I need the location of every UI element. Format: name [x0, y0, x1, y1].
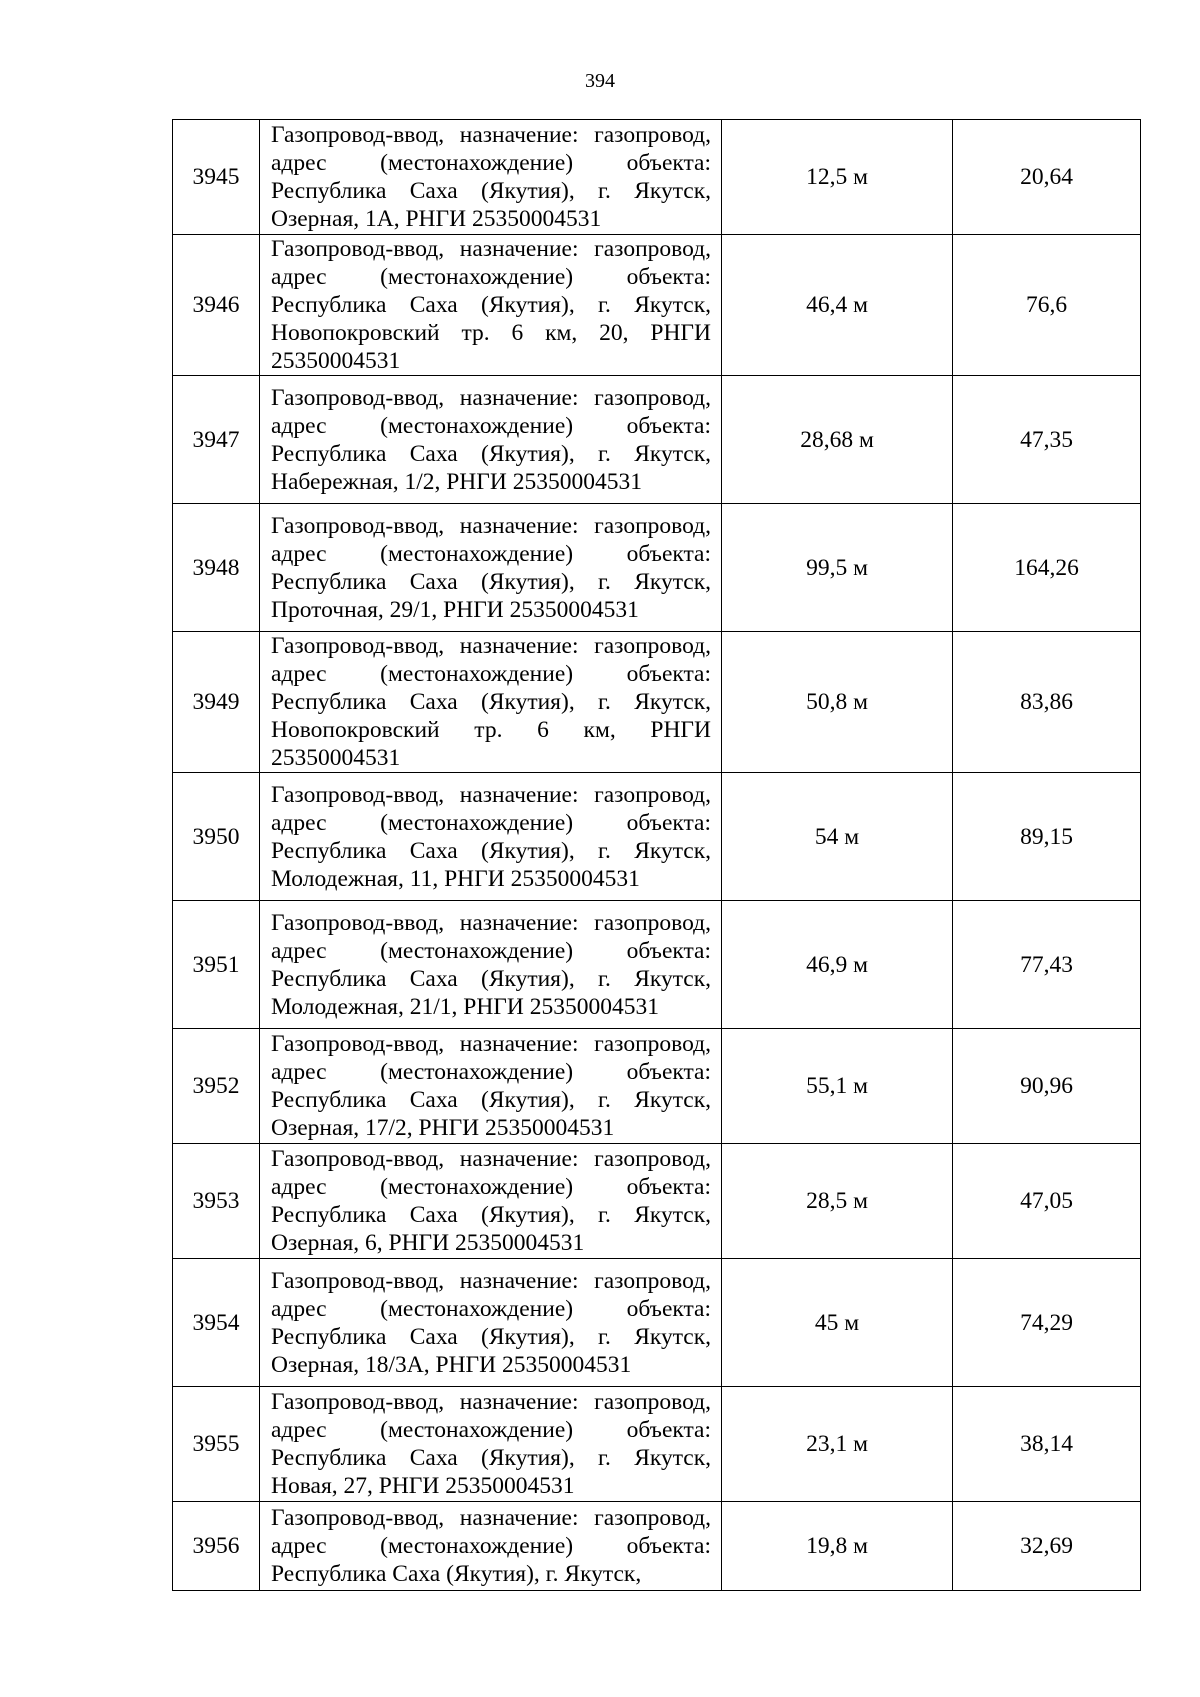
value-cell: 89,15	[953, 773, 1141, 901]
record-number-cell: 3951	[173, 901, 260, 1029]
length-cell: 55,1 м	[722, 1029, 953, 1144]
table-row	[173, 504, 1141, 632]
description-cell	[260, 632, 722, 773]
table-row	[173, 773, 1141, 901]
description-cell	[260, 235, 722, 376]
record-number-cell: 3947	[173, 376, 260, 504]
value-cell: 83,86	[953, 632, 1141, 773]
description-text: Газопровод-ввод, назначение: газопровод, адрес (местонахождение) объекта: Республика Саха (Якутия), г. Якутск, Молодежная, 11, РНГИ 25350004531	[271, 781, 711, 892]
table-row	[173, 1502, 1141, 1591]
table-row	[173, 1259, 1141, 1387]
value-cell: 74,29	[953, 1259, 1141, 1387]
description-text: Газопровод-ввод, назначение: газопровод, адрес (местонахождение) объекта: Республика Саха (Якутия), г. Якутск, Проточная, 29/1, РНГИ 25350004531	[271, 512, 711, 623]
value-cell: 38,14	[953, 1387, 1141, 1502]
length-cell: 99,5 м	[722, 504, 953, 632]
description-cell	[260, 1502, 722, 1591]
description-cell	[260, 901, 722, 1029]
description-cell	[260, 1144, 722, 1259]
description-cell	[260, 120, 722, 235]
table-row	[173, 376, 1141, 504]
record-number-cell: 3946	[173, 235, 260, 376]
description-cell	[260, 773, 722, 901]
description-text: Газопровод-ввод, назначение: газопровод, адрес (местонахождение) объекта: Республика Саха (Якутия), г. Якутск, Новопокровский тр. 6 км, 20, РНГИ 25350004531	[271, 236, 711, 374]
description-cell	[260, 504, 722, 632]
value-cell: 32,69	[953, 1502, 1141, 1591]
page-number: 394	[585, 70, 615, 92]
value-cell: 90,96	[953, 1029, 1141, 1144]
table-row	[173, 120, 1141, 235]
record-number-cell: 3956	[173, 1502, 260, 1591]
description-cell	[260, 1387, 722, 1502]
registry-rows	[173, 120, 1141, 1591]
record-number-cell: 3955	[173, 1387, 260, 1502]
table-row	[173, 901, 1141, 1029]
description-text: Газопровод-ввод, назначение: газопровод, адрес (местонахождение) объекта: Республика Саха (Якутия), г. Якутск, Озерная, 1А, РНГИ 25350004531	[271, 122, 711, 232]
record-number-cell: 3949	[173, 632, 260, 773]
length-cell: 23,1 м	[722, 1387, 953, 1502]
table-row	[173, 1387, 1141, 1502]
description-text: Газопровод-ввод, назначение: газопровод, адрес (местонахождение) объекта: Республика Саха (Якутия), г. Якутск, Озерная, 18/3А, РНГИ 25350004531	[271, 1267, 711, 1378]
description-text: Газопровод-ввод, назначение: газопровод, адрес (местонахождение) объекта: Республика Саха (Якутия), г. Якутск, Молодежная, 21/1, РНГИ 25350004531	[271, 909, 711, 1020]
value-cell: 47,35	[953, 376, 1141, 504]
description-text: Газопровод-ввод, назначение: газопровод, адрес (местонахождение) объекта: Республика Саха (Якутия), г. Якутск, Новая, 27, РНГИ 25350004531	[271, 1389, 711, 1499]
value-cell: 47,05	[953, 1144, 1141, 1259]
length-cell: 12,5 м	[722, 120, 953, 235]
description-cell	[260, 1259, 722, 1387]
description-text: Газопровод-ввод, назначение: газопровод, адрес (местонахождение) объекта: Республика Саха (Якутия), г. Якутск, Новопокровский тр. 6 км, РНГИ 25350004531	[271, 633, 711, 771]
length-cell: 45 м	[722, 1259, 953, 1387]
length-cell: 19,8 м	[722, 1502, 953, 1591]
record-number-cell: 3952	[173, 1029, 260, 1144]
record-number-cell: 3950	[173, 773, 260, 901]
length-cell: 46,4 м	[722, 235, 953, 376]
record-number-cell: 3954	[173, 1259, 260, 1387]
value-cell: 20,64	[953, 120, 1141, 235]
record-number-cell: 3953	[173, 1144, 260, 1259]
length-cell: 54 м	[722, 773, 953, 901]
description-text: Газопровод-ввод, назначение: газопровод, адрес (местонахождение) объекта: Республика Саха (Якутия), г. Якутск, Набережная, 1/2, РНГИ 25350004531	[271, 384, 711, 495]
description-text: Газопровод-ввод, назначение: газопровод, адрес (местонахождение) объекта: Республика Саха (Якутия), г. Якутск, Озерная, 6, РНГИ 25350004531	[271, 1146, 711, 1256]
length-cell: 28,5 м	[722, 1144, 953, 1259]
table-row	[173, 632, 1141, 773]
description-cell	[260, 376, 722, 504]
length-cell: 28,68 м	[722, 376, 953, 504]
length-cell: 50,8 м	[722, 632, 953, 773]
value-cell: 164,26	[953, 504, 1141, 632]
table-row	[173, 1144, 1141, 1259]
value-cell: 77,43	[953, 901, 1141, 1029]
description-text: Газопровод-ввод, назначение: газопровод, адрес (местонахождение) объекта: Республика Саха (Якутия), г. Якутск,	[271, 1505, 711, 1587]
table-row	[173, 235, 1141, 376]
length-cell: 46,9 м	[722, 901, 953, 1029]
record-number-cell: 3945	[173, 120, 260, 235]
table-row	[173, 1029, 1141, 1144]
description-text: Газопровод-ввод, назначение: газопровод, адрес (местонахождение) объекта: Республика Саха (Якутия), г. Якутск, Озерная, 17/2, РНГИ 25350004531	[271, 1031, 711, 1141]
value-cell: 76,6	[953, 235, 1141, 376]
record-number-cell: 3948	[173, 504, 260, 632]
registry-table	[172, 119, 1141, 1591]
description-cell	[260, 1029, 722, 1144]
